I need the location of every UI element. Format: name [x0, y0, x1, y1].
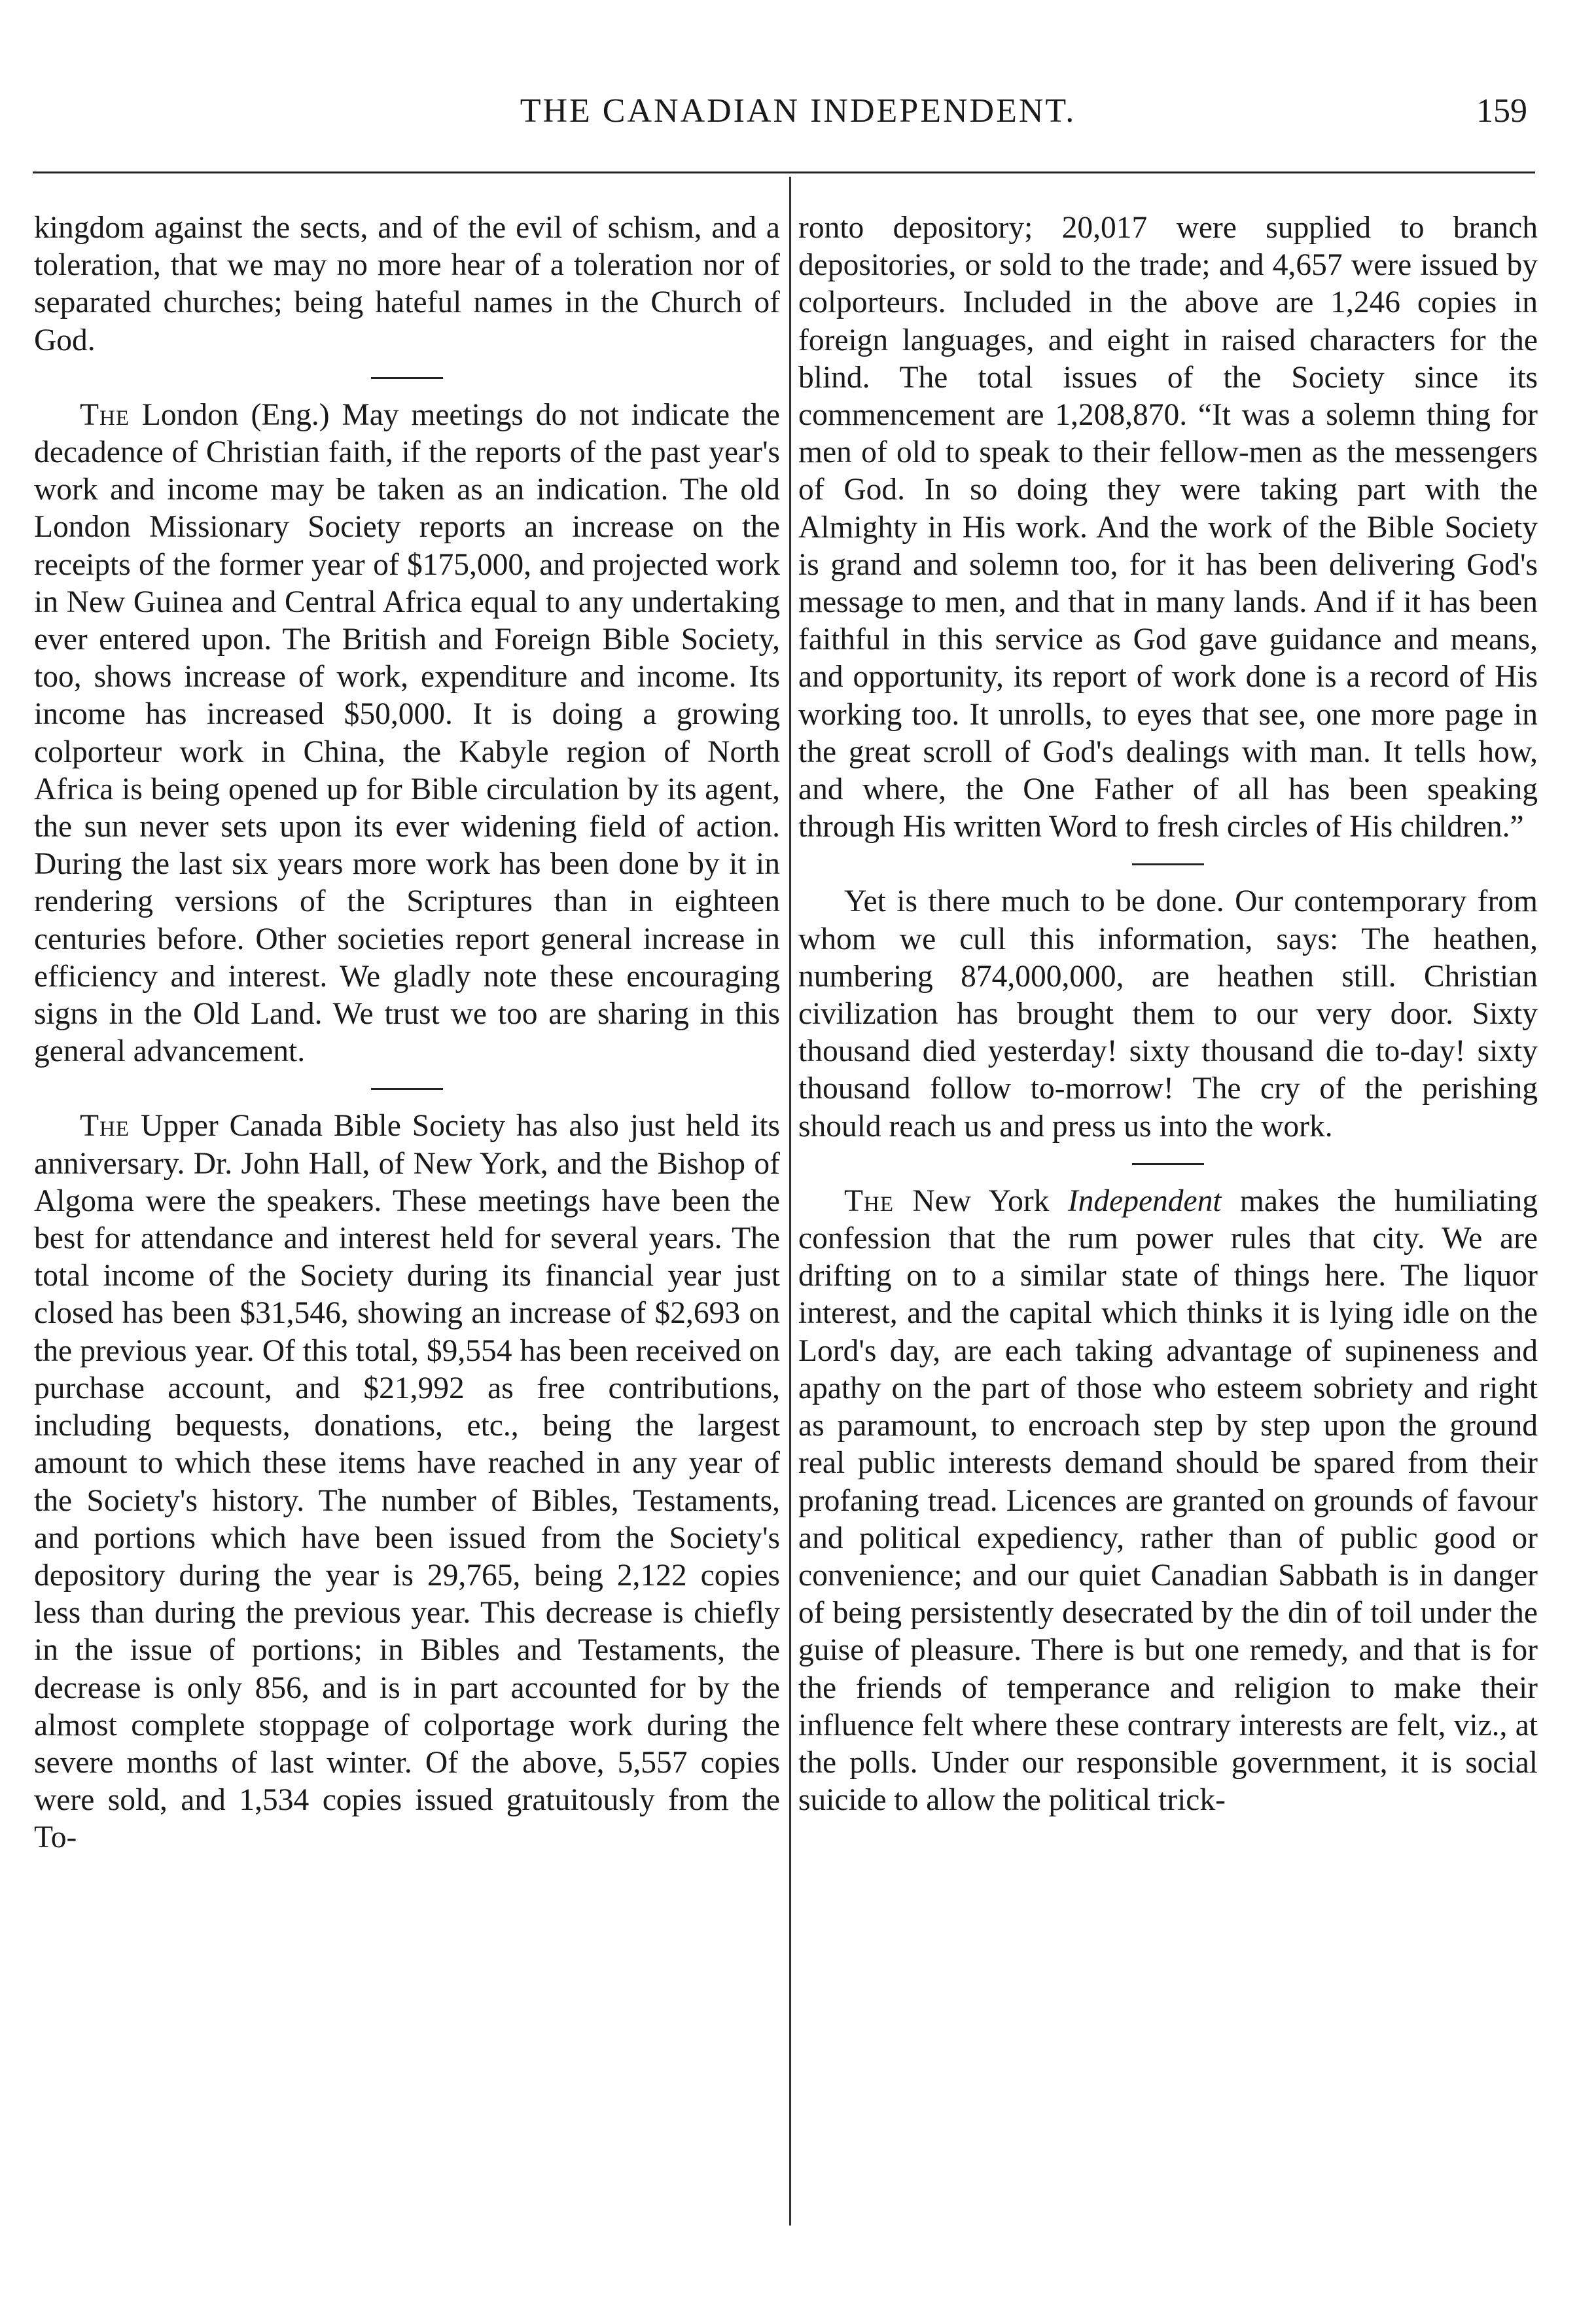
- right-paragraph-2: Yet is there much to be done. Our contemporary from whom we cull this information, says: The heathen, numbering 874,000,000, are heathen still. Christian civilization has brought them to our very door. Sixty thousand died yesterday! sixty thousand die to-day! sixty thousand follow to-morrow! The cry of the perishing should reach us and press us into the work.: [798, 884, 1538, 1144]
- section-divider: [1132, 863, 1204, 865]
- right-paragraph-3: [798, 1183, 1538, 1819]
- lead-word: The: [80, 1109, 130, 1144]
- left-paragraph-2-text: London (Eng.) May meetings do not indicate the decadence of Christian faith, if the reports of the past year's work and income may be taken as an indication. The old London Missionary Society reports an increase on the receipts of the former year of $175,000, and projected work in New Guinea and Central Africa equal to any undertaking ever entered upon. The British and Foreign Bible Society, too, shows increase of work, expenditure and income. Its income has increased $50,000. It is doing a growing colporteur work in China, the Kabyle region of North Africa is being opened up for Bible circulation by its agent, the sun never sets upon its ever widening field of action. During the last six years more work has been done by it in rendering versions of the Scriptures than in eighteen centuries before. Other societies report general increase in efficiency and interest. We gladly note these encouraging signs in the Old Land. We trust we too are sharing in this general advancement.: [34, 397, 780, 1069]
- right-column: [798, 209, 1538, 1819]
- publication-name: Independent: [1067, 1183, 1222, 1218]
- right-paragraph-3-text-a: New York: [894, 1183, 1068, 1218]
- page-number: 159: [1476, 92, 1527, 130]
- section-divider: [1132, 1163, 1204, 1165]
- header-rule: [33, 171, 1535, 173]
- left-column: [34, 209, 780, 1857]
- section-divider: [371, 1088, 443, 1090]
- lead-word: The: [844, 1183, 895, 1218]
- running-title: THE CANADIAN INDEPENDENT.: [520, 92, 1076, 130]
- right-paragraph-3-text-b: makes the humiliating confession that the rum power rules that city. We are drifting on to a similar state of things here. The liquor interest, and the capital which thinks it is lying idle on the Lord's day, are each taking advantage of supineness and apathy on the part of those who esteem sobriety and right as paramount, to encroach step by step upon the ground real public interests demand should be spared from their profaning tread. Licences are granted on grounds of favour and political expediency, rather than of public good or convenience; and our quiet Canadian Sabbath is in danger of being persistently desecrated by the din of toil under the guise of pleasure. There is but one remedy, and that is for the friends of temperance and religion to make their influence felt where these contrary interests are felt, viz., at the polls. Under our responsible government, it is social suicide to allow the political trick-: [798, 1183, 1538, 1818]
- column-rule: [789, 177, 791, 2226]
- right-paragraph-1: ronto depository; 20,017 were supplied to branch depositories, or sold to the trade; and 4,657 were issued by colporteurs. Included in the above are 1,246 copies in foreign languages, and eight in raised characters for the blind. The total issues of the Society since its commencement are 1,208,870. “It was a solemn thing for men of old to speak to their fellow-men as the messengers of God. In so doing they were taking part with the Almighty in His work. And the work of the Bible Society is grand and solemn too, for it has been delivering God's message to men, and that in many lands. And if it has been faithful in this service as God gave guidance and means, and opportunity, its report of work done is a record of His working too. It unrolls, to eyes that see, one more page in the great scroll of God's dealings with man. It tells how, and where, the One Father of all has been speaking through His written Word to fresh circles of His children.”: [798, 211, 1538, 844]
- left-paragraph-3-text: Upper Canada Bible Society has also just held its anniversary. Dr. John Hall, of New York, and the Bishop of Algoma were the speakers. These meetings have been the best for attendance and interest held for several years. The total income of the Society during its financial year just closed has been $31,546, showing an increase of $2,693 on the previous year. Of this total, $9,554 has been received on purchase account, and $21,992 as free contributions, including bequests, donations, etc., being the largest amount to which these items have reached in any year of the Society's history. The number of Bibles, Testaments, and portions which have been issued from the Society's depository during the year is 29,765, being 2,122 copies less than during the previous year. This decrease is chiefly in the issue of portions; in Bibles and Testaments, the decrease is only 856, and is in part accounted for by the almost complete stoppage of colportage work during the severe months of last winter. Of the above, 5,557 copies were sold, and 1,534 copies issued gratuitously from the To-: [34, 1109, 780, 1855]
- section-divider: [371, 377, 443, 379]
- left-paragraph-1: kingdom against the sects, and of the evil of schism, and a toleration, that we may no more hear of a toleration nor of separated churches; being hateful names in the Church of God.: [34, 211, 780, 357]
- lead-word: The: [80, 397, 130, 432]
- left-paragraph-3: [34, 1108, 780, 1856]
- left-paragraph-2: [34, 397, 780, 1071]
